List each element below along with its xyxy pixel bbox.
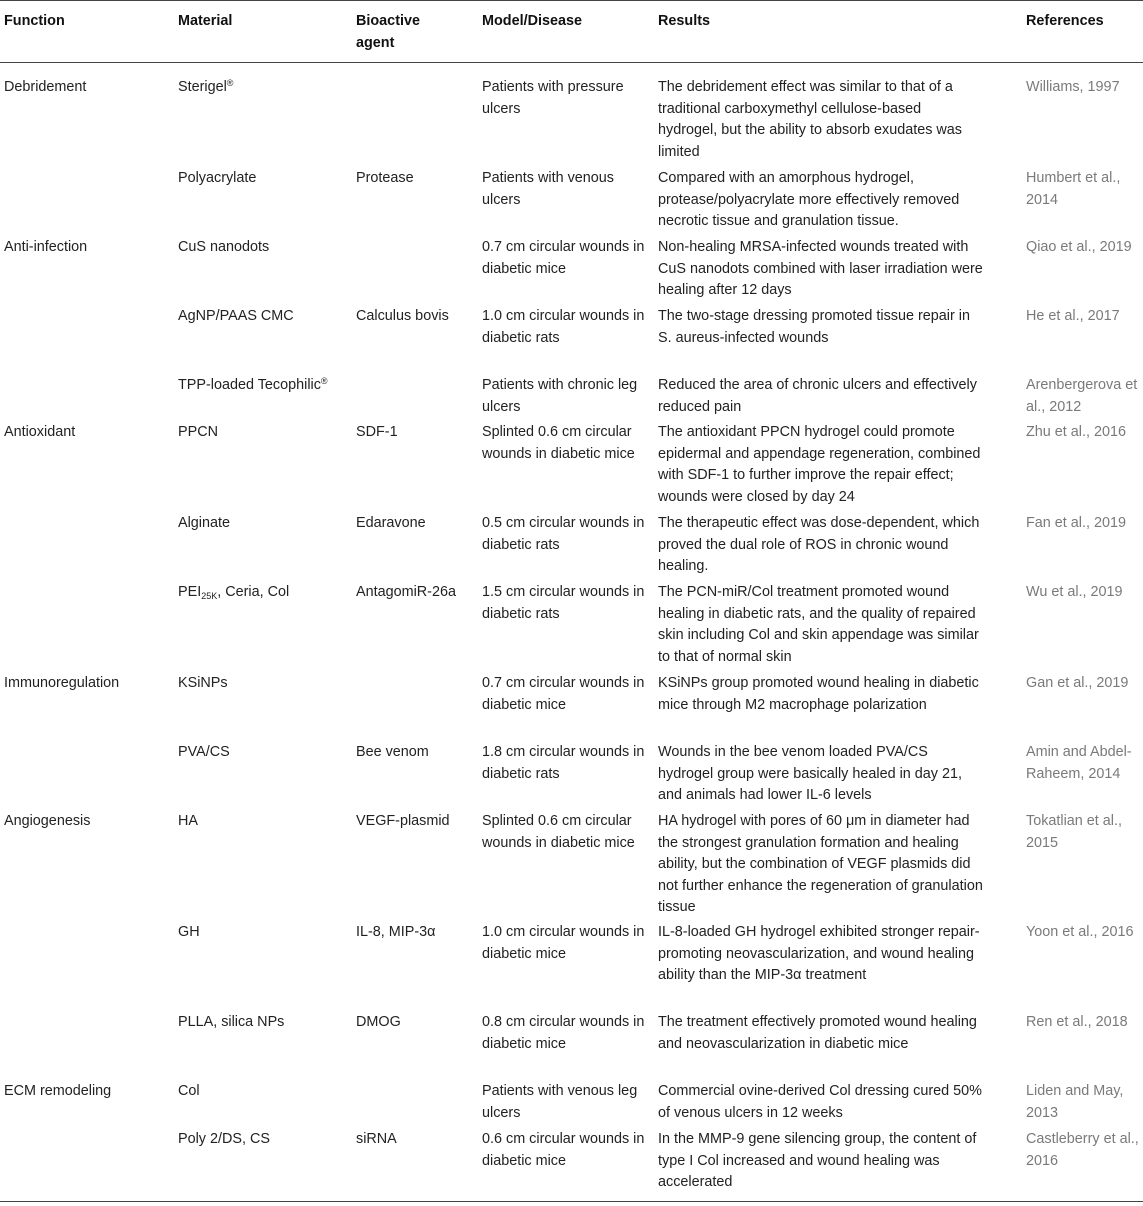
cell-bioactive: AntagomiR-26a xyxy=(356,584,456,600)
cell-results: Compared with an amorphous hydrogel, protease/polyacrylate more effectively removed necrotic tissue and granulation tissue. xyxy=(658,170,960,229)
header-model-disease: Model/Disease xyxy=(482,13,582,29)
cell-model: 0.8 cm circular wounds in diabetic mice xyxy=(482,1014,645,1052)
cell-results: The debridement effect was similar to that of a traditional carboxymethyl cellulose-based hydrogel, but the ability to absorb exudates was limited xyxy=(658,79,962,160)
cell-material: CuS nanodots xyxy=(178,239,270,255)
cell-results: The therapeutic effect was dose-dependent, which proved the dual role of ROS in chronic wound healing. xyxy=(658,515,980,574)
cell-function: Antioxidant xyxy=(4,424,76,440)
cell-reference: Qiao et al., 2019 xyxy=(1026,239,1132,255)
table-top-rule xyxy=(0,0,1143,1)
cell-model: 1.0 cm circular wounds in diabetic rats xyxy=(482,308,645,346)
cell-model: 0.7 cm circular wounds in diabetic mice xyxy=(482,675,645,713)
cell-results: IL-8-loaded GH hydrogel exhibited stronger repair-promoting neovascularization, and wound healing ability than the MIP-3α treatment xyxy=(658,924,980,983)
cell-function: Angiogenesis xyxy=(4,813,91,829)
cell-results: The PCN-miR/Col treatment promoted wound healing in diabetic rats, and the quality of repaired skin including Col and skin appendage was similar to that of normal skin xyxy=(658,584,979,665)
cell-results: Wounds in the bee venom loaded PVA/CS hydrogel group were basically healed in day 21, and animals had lower IL-6 levels xyxy=(658,744,962,803)
cell-material: $PEI_{25K}$, Ceria, Col xyxy=(178,584,290,601)
cell-reference: Tokatlian et al., 2015 xyxy=(1026,813,1122,851)
header-results: Results xyxy=(658,13,710,29)
cell-model: 1.5 cm circular wounds in diabetic rats xyxy=(482,584,645,622)
cell-results: The antioxidant PPCN hydrogel could promote epidermal and appendage regeneration, combined with SDF-1 to further improve the repair effect; wounds were closed by day 24 xyxy=(658,424,981,505)
cell-reference: Castleberry et al., 2016 xyxy=(1026,1131,1139,1169)
cell-material: HA xyxy=(178,813,198,829)
cell-material: Sterigel® xyxy=(178,78,234,95)
cell-bioactive: siRNA xyxy=(356,1131,397,1147)
cell-reference: Arenbergerova et al., 2012 xyxy=(1026,377,1138,415)
cell-function: Anti-infection xyxy=(4,239,88,255)
cell-model: Splinted 0.6 cm circular wounds in diabetic mice xyxy=(482,813,635,851)
cell-reference: Humbert et al., 2014 xyxy=(1026,170,1121,208)
cell-reference: Gan et al., 2019 xyxy=(1026,675,1129,691)
cell-material: KSiNPs xyxy=(178,675,228,691)
cell-reference: Amin and Abdel-Raheem, 2014 xyxy=(1026,744,1132,782)
cell-bioactive: Bee venom xyxy=(356,744,429,760)
cell-model: 0.5 cm circular wounds in diabetic rats xyxy=(482,515,645,553)
table-bottom-rule xyxy=(0,1201,1143,1202)
cell-reference: Fan et al., 2019 xyxy=(1026,515,1127,531)
cell-reference: Yoon et al., 2016 xyxy=(1026,924,1134,940)
cell-results: HA hydrogel with pores of 60 μm in diameter had the strongest granulation formation and healing ability, but the combination of VEGF plasmids did not further enhance the regeneration of granulation tissue xyxy=(658,813,983,915)
header-function: Function xyxy=(4,13,65,29)
header-material: Material xyxy=(178,13,233,29)
cell-bioactive: Calculus bovis xyxy=(356,308,449,324)
cell-model: Patients with chronic leg ulcers xyxy=(482,377,638,415)
cell-material: Col xyxy=(178,1083,200,1099)
cell-model: Splinted 0.6 cm circular wounds in diabetic mice xyxy=(482,424,635,462)
cell-function: ECM remodeling xyxy=(4,1083,112,1099)
cell-reference: Liden and May, 2013 xyxy=(1026,1083,1124,1121)
cell-material: PVA/CS xyxy=(178,744,230,760)
cell-bioactive: Edaravone xyxy=(356,515,426,531)
cell-function: Immunoregulation xyxy=(4,675,120,691)
cell-model: 1.0 cm circular wounds in diabetic mice xyxy=(482,924,645,962)
cell-results: The two-stage dressing promoted tissue repair in S. aureus-infected wounds xyxy=(658,308,970,346)
cell-reference: Ren et al., 2018 xyxy=(1026,1014,1128,1030)
cell-reference: Wu et al., 2019 xyxy=(1026,584,1123,600)
cell-model: 0.7 cm circular wounds in diabetic mice xyxy=(482,239,645,277)
cell-material: Alginate xyxy=(178,515,231,531)
cell-material: TPP-loaded Tecophilic® xyxy=(178,376,328,393)
cell-bioactive: IL-8, MIP-3α xyxy=(356,924,436,940)
cell-material: GH xyxy=(178,924,200,940)
cell-function: Debridement xyxy=(4,79,87,95)
cell-model: Patients with venous leg ulcers xyxy=(482,1083,638,1121)
cell-reference: He et al., 2017 xyxy=(1026,308,1120,324)
cell-material: PPCN xyxy=(178,424,218,440)
cell-results: The treatment effectively promoted wound healing and neovascularization in diabetic mice xyxy=(658,1014,977,1052)
cell-results: KSiNPs group promoted wound healing in diabetic mice through M2 macrophage polarization xyxy=(658,675,979,713)
cell-material: Polyacrylate xyxy=(178,170,257,186)
cell-bioactive: DMOG xyxy=(356,1014,401,1030)
cell-bioactive: VEGF-plasmid xyxy=(356,813,450,829)
cell-results: Reduced the area of chronic ulcers and effectively reduced pain xyxy=(658,377,977,415)
cell-model: 1.8 cm circular wounds in diabetic rats xyxy=(482,744,645,782)
cell-results: In the MMP-9 gene silencing group, the content of type I Col increased and wound healing was accelerated xyxy=(658,1131,977,1190)
cell-reference: Williams, 1997 xyxy=(1026,79,1120,95)
cell-material: Poly 2/DS, CS xyxy=(178,1131,270,1147)
header-bioactive-agent: Bioactive agent xyxy=(356,13,420,51)
cell-reference: Zhu et al., 2016 xyxy=(1026,424,1127,440)
cell-bioactive: Protease xyxy=(356,170,414,186)
cell-bioactive: SDF-1 xyxy=(356,424,398,440)
cell-material: AgNP/PAAS CMC xyxy=(178,308,294,324)
cell-results: Non-healing MRSA-infected wounds treated with CuS nanodots combined with laser irradiation were healing after 12 days xyxy=(658,239,983,298)
cell-results: Commercial ovine-derived Col dressing cured 50% of venous ulcers in 12 weeks xyxy=(658,1083,982,1121)
cell-model: 0.6 cm circular wounds in diabetic mice xyxy=(482,1131,645,1169)
cell-model: Patients with pressure ulcers xyxy=(482,79,624,117)
cell-material: PLLA, silica NPs xyxy=(178,1014,285,1030)
table-header-rule xyxy=(0,62,1143,63)
cell-model: Patients with venous ulcers xyxy=(482,170,614,208)
header-references: References xyxy=(1026,13,1104,29)
